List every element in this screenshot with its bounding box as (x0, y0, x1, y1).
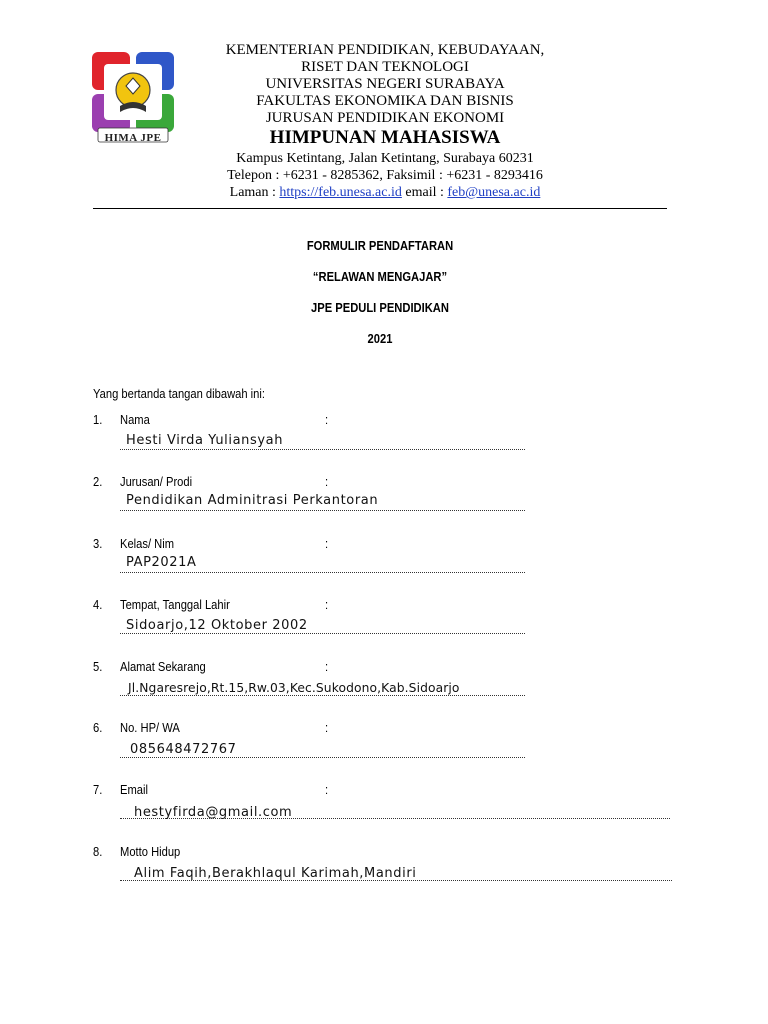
header-phone: Telepon : +6231 - 8285362, Faksimil : +6231 - 8293416 (227, 168, 543, 183)
field-colon: : (325, 659, 329, 674)
field-value-motto-hidup[interactable]: Alim Faqih,Berakhlaqul Karimah,Mandiri (134, 866, 417, 881)
field-label-motto-hidup: Motto Hidup (120, 844, 181, 859)
field-colon: : (325, 412, 329, 427)
field-colon: : (325, 782, 329, 797)
dotted-line (120, 510, 525, 511)
field-label-email: Email (120, 782, 148, 797)
field-label-no-hp-wa: No. HP/ WA (120, 720, 180, 735)
field-value-tempat-tanggal-lahir[interactable]: Sidoarjo,12 Oktober 2002 (126, 618, 308, 633)
dotted-line (120, 818, 670, 819)
field-label-nama: Nama (120, 412, 150, 427)
intro-text: Yang bertanda tangan dibawah ini: (93, 386, 265, 401)
field-value-nama[interactable]: Hesti Virda Yuliansyah (126, 433, 284, 448)
field-number: 6. (93, 720, 103, 735)
dotted-line (120, 572, 525, 573)
header-divider (93, 208, 667, 209)
email-link[interactable]: feb@unesa.ac.id (447, 185, 541, 200)
header-line-department: JURUSAN PENDIDIKAN EKONOMI (265, 110, 505, 126)
field-label-alamat-sekarang: Alamat Sekarang (120, 659, 206, 674)
field-value-alamat-sekarang[interactable]: Jl.Ngaresrejo,Rt.15,Rw.03,Kec.Sukodono,Kab.Sidoarjo (128, 681, 460, 695)
field-label-kelas-nim: Kelas/ Nim (120, 536, 175, 551)
header-address: Kampus Ketintang, Jalan Ketintang, Surabaya 60231 (236, 151, 534, 166)
field-value-kelas-nim[interactable]: PAP2021A (126, 555, 197, 570)
website-link[interactable]: https://feb.unesa.ac.id (279, 185, 402, 200)
logo-caption: HIMA JPE (104, 132, 162, 144)
dotted-line (120, 757, 525, 758)
form-title-line-3: JPE PEDULI PENDIDIKAN (311, 300, 449, 315)
dotted-line (120, 633, 525, 634)
org-title: HIMPUNAN MAHASISWA (269, 127, 501, 148)
dotted-line (120, 880, 672, 881)
header-line-ministry: KEMENTERIAN PENDIDIKAN, KEBUDAYAAN, (225, 42, 545, 58)
header-line-faculty: FAKULTAS EKONOMIKA DAN BISNIS (256, 93, 514, 109)
field-label-tempat-tanggal-lahir: Tempat, Tanggal Lahir (120, 597, 230, 612)
field-colon: : (325, 720, 329, 735)
field-value-email[interactable]: hestyfirda@gmail.com (134, 805, 293, 820)
field-number: 7. (93, 782, 103, 797)
field-colon: : (325, 597, 329, 612)
field-number: 2. (93, 474, 103, 489)
form-title-line-1: FORMULIR PENDAFTARAN (306, 238, 454, 253)
dotted-line (120, 449, 525, 450)
header-line-research: RISET DAN TEKNOLOGI (301, 59, 469, 75)
header-line-university: UNIVERSITAS NEGERI SURABAYA (265, 76, 505, 92)
field-number: 4. (93, 597, 103, 612)
field-value-jurusan-prodi[interactable]: Pendidikan Adminitrasi Perkantoran (126, 493, 379, 508)
email-label: email : (401, 185, 448, 200)
header-web-email (180, 184, 590, 201)
form-title-line-4: 2021 (367, 331, 393, 346)
field-label-jurusan-prodi: Jurusan/ Prodi (120, 474, 193, 489)
dotted-line (120, 695, 525, 696)
field-value-no-hp-wa[interactable]: 085648472767 (130, 742, 237, 757)
field-number: 3. (93, 536, 103, 551)
web-label: Laman : (229, 185, 280, 200)
form-title-line-2: “RELAWAN MENGAJAR” (312, 269, 448, 284)
field-colon: : (325, 536, 329, 551)
field-colon: : (325, 474, 329, 489)
field-number: 5. (93, 659, 103, 674)
field-number: 8. (93, 844, 103, 859)
field-number: 1. (93, 412, 103, 427)
